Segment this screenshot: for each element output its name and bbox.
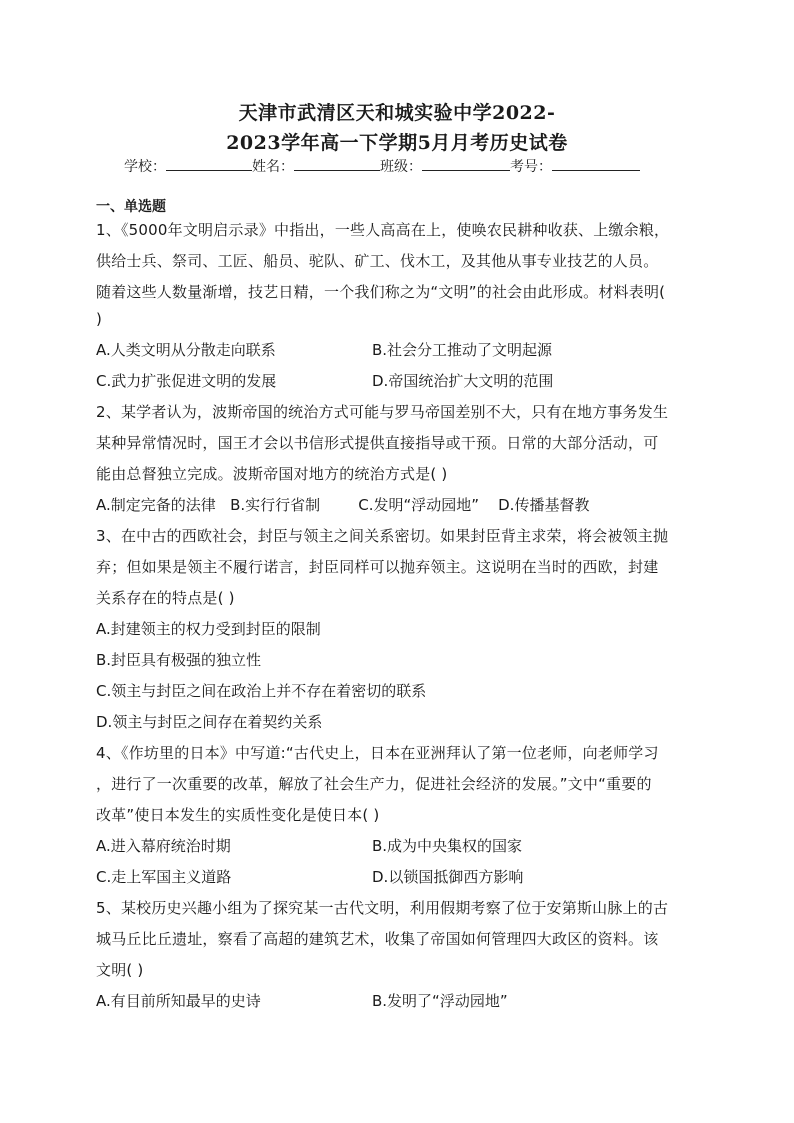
class-blank [422, 158, 510, 171]
exam-number-label: 考号： [510, 159, 552, 175]
name-label: 姓名： [252, 159, 294, 175]
q1-line: 随着这些人数量渐增，技艺日精，一个我们称之为“文明”的社会由此形成。材料表明( [96, 283, 666, 301]
class-label: 班级： [380, 159, 422, 175]
q4-option-d: D.以锁国抵御西方影响 [372, 868, 524, 886]
name-blank [294, 158, 380, 171]
q2-line: 某种异常情况时，国王才会以书信形式提供直接指导或干预。日常的大部分活动，可 [96, 434, 659, 452]
q5-option-a: A.有目前所知最早的史诗 [96, 992, 261, 1010]
q1-option-d: D.帝国统治扩大文明的范围 [372, 372, 554, 390]
exam-number-blank [552, 158, 640, 171]
q1-option-b: B.社会分工推动了文明起源 [372, 341, 553, 359]
student-info-row [124, 156, 640, 176]
q5-line: 5、某校历史兴趣小组为了探究某一古代文明，利用假期考察了位于安第斯山脉上的古 [96, 899, 669, 917]
q3-line: 关系存在的特点是( ) [96, 589, 235, 607]
q2-options: A.制定完备的法律 B.实行行省制 C.发明“浮动园地” D.传播基督教 [96, 496, 590, 514]
q4-option-b: B.成为中央集权的国家 [372, 837, 523, 855]
q1-option-c: C.武力扩张促进文明的发展 [96, 372, 277, 390]
exam-title-line1: 天津市武清区天和城实验中学2022- [238, 102, 556, 124]
q2-line: 能由总督独立完成。波斯帝国对地方的统治方式是( ) [96, 465, 448, 483]
exam-title-line2: 2023学年高一下学期5月月考历史试卷 [226, 132, 568, 154]
q1-line: 1、《5000年文明启示录》中指出，一些人高高在上，使唤农民耕种收获、上缴余粮， [96, 221, 670, 239]
q5-option-b: B.发明了“浮动园地” [372, 992, 508, 1010]
q5-line: 文明( ) [96, 961, 144, 979]
q1-option-a: A.人类文明从分散走向联系 [96, 341, 276, 359]
q3-option-b: B.封臣具有极强的独立性 [96, 651, 262, 669]
q3-option-a: A.封建领主的权力受到封臣的限制 [96, 620, 321, 638]
q4-line: 4、《作坊里的日本》中写道:“古代史上，日本在亚洲拜认了第一位老师，向老师学习 [96, 744, 659, 762]
section-title: 一、单选题 [96, 199, 166, 215]
q5-line: 城马丘比丘遗址，察看了高超的建筑艺术，收集了帝国如何管理四大政区的资料。该 [96, 930, 659, 948]
q4-line: 改革”使日本发生的实质性变化是使日本( ) [96, 806, 380, 824]
q2-line: 2、某学者认为，波斯帝国的统治方式可能与罗马帝国差别不大，只有在地方事务发生 [96, 403, 669, 421]
q3-option-d: D.领主与封臣之间存在着契约关系 [96, 713, 323, 731]
q4-line: ，进行了一次重要的改革，解放了社会生产力，促进社会经济的发展。”文中“重要的 [96, 775, 652, 793]
q3-option-c: C.领主与封臣之间在政治上并不存在着密切的联系 [96, 682, 427, 700]
q4-option-a: A.进入幕府统治时期 [96, 837, 231, 855]
school-label: 学校： [124, 159, 166, 175]
q1-line: ) [96, 310, 103, 328]
school-blank [166, 158, 252, 171]
q4-option-c: C.走上军国主义道路 [96, 868, 232, 886]
q3-line: 3、在中古的西欧社会，封臣与领主之间关系密切。如果封臣背主求荣，将会被领主抛 [96, 527, 669, 545]
q3-line: 弃；但如果是领主不履行诺言，封臣同样可以抛弃领主。这说明在当时的西欧，封建 [96, 558, 659, 576]
q1-line: 供给士兵、祭司、工匠、船员、驼队、矿工、伐木工，及其他从事专业技艺的人员。 [96, 252, 659, 270]
